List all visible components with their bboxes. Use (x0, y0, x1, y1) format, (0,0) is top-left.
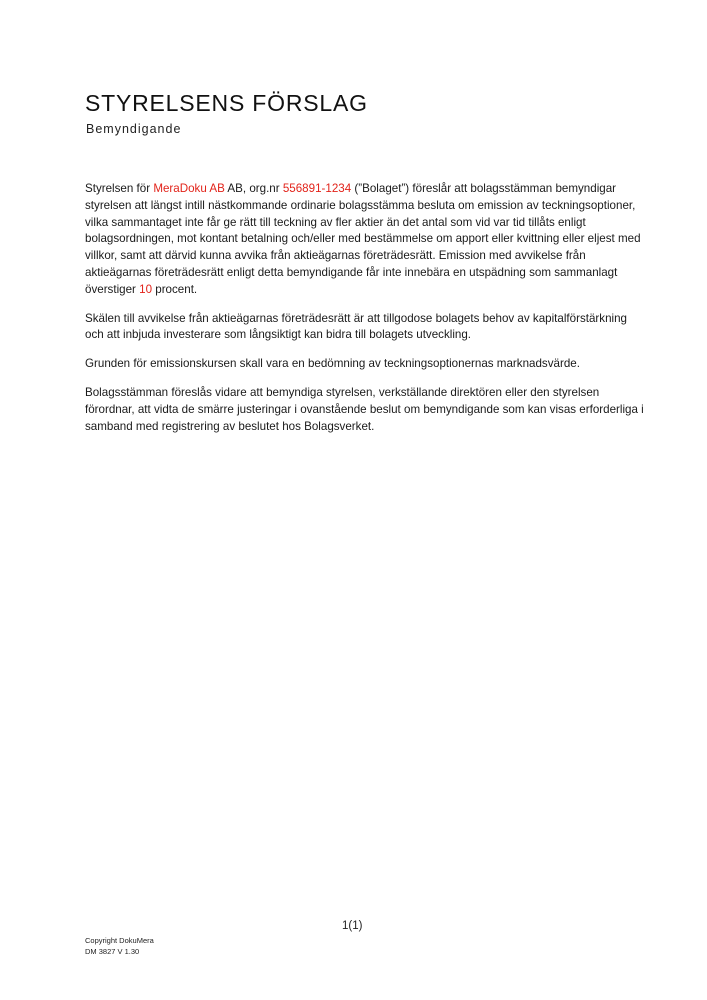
paragraph-adjustments: Bolagsstämman föreslås vidare att bemyndiga styrelsen, verkställande direktören eller den styrelsen förordnar, att vidta de smärre justeringar i ovanstående beslut om bemyndigande som kan visas erforderliga i samband med registrering av beslutet hos Bolagsverket. (85, 385, 644, 433)
footer-doc-version: DM 3827 V 1.30 (85, 946, 140, 956)
document-subtitle: Bemyndigande (86, 122, 182, 136)
paragraph1-text: (”Bolaget”) föreslår att bolagsstämman bemyndigar styrelsen att längst intill nästkommande ordinarie bolagsstämma besluta om emission av teckningsoptioner, vilka sammantaget inte får ge rätt till teckning av fler aktier än det antal som vid var tid tillåts enligt bolagsordningen, mot kontant betalning och/eller med bestämmelse om apport eller kvittning eller eljest med villkor, samt att därvid kunna avvika från aktieägarnas företrädesrätt. Emission med avvikelse från aktieägarnas företrädesrätt enligt detta bemyndigande får inte innebära en utspädning som sammanlagt överstiger (85, 182, 641, 296)
paragraph1-text: procent. (152, 282, 198, 296)
org-number: 556891-1234 (282, 182, 352, 195)
footer (85, 936, 154, 957)
paragraph1-text: Styrelsen för (85, 182, 154, 195)
company-name: MeraDoku AB (153, 182, 225, 195)
document-title: STYRELSENS FÖRSLAG (85, 90, 368, 116)
paragraph-reasons: Skälen till avvikelse från aktieägarnas företrädesrätt är att tillgodose bolagets behov av kapitalförstärkning och att inbjuda investerare som långsiktigt kan bidra till bolagets utveckling. (85, 311, 627, 342)
document-body (85, 181, 645, 447)
footer-copyright: Copyright DokuMera (85, 936, 154, 945)
paragraph1-text: AB, org.nr (224, 182, 283, 195)
paragraph-authorization (85, 181, 645, 299)
dilution-percent: 10 (139, 282, 153, 296)
page-number: 1(1) (342, 920, 363, 932)
paragraph-issue-price: Grunden för emissionskursen skall vara en bedömning av teckningsoptionernas marknadsvärde. (85, 357, 580, 371)
